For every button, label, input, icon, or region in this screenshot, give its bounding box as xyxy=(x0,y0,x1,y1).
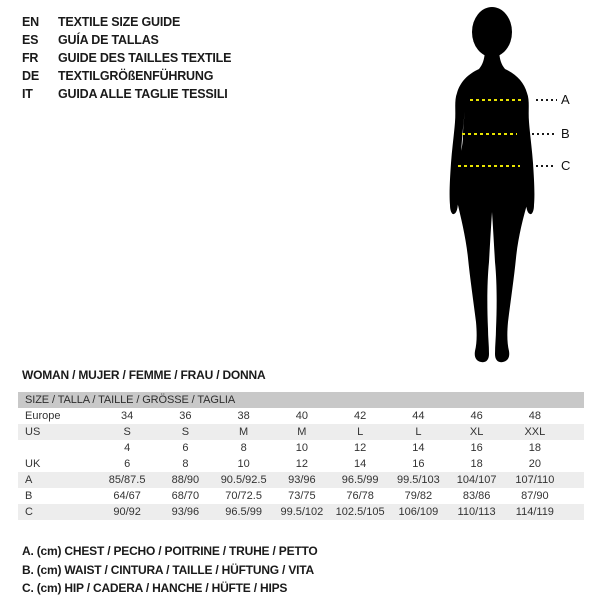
legend-line: A. (cm) CHEST / PECHO / POITRINE / TRUHE / PETTO xyxy=(22,544,318,558)
table-cell: 4 xyxy=(124,442,131,454)
table-cell: 14 xyxy=(354,458,367,470)
table-cell: 46 xyxy=(470,410,483,422)
language-row xyxy=(22,49,231,67)
table-cell: 44 xyxy=(412,410,425,422)
chest-measure-dash-line xyxy=(470,99,523,101)
table-cell: 85/87.5 xyxy=(108,474,146,486)
table-row-label: US xyxy=(25,426,41,438)
table-cell: 88/90 xyxy=(171,474,200,486)
table-cell: 90.5/92.5 xyxy=(220,474,267,486)
table-row xyxy=(18,456,584,472)
language-title: GUÍA DE TALLAS xyxy=(58,33,159,47)
table-cell: 87/90 xyxy=(521,490,549,502)
table-row xyxy=(18,440,584,456)
language-code: IT xyxy=(22,87,33,101)
language-row xyxy=(22,31,231,49)
table-cell: 83/86 xyxy=(462,490,491,502)
table-cell: S xyxy=(181,426,190,438)
table-cell: M xyxy=(239,426,249,438)
table-cell: M xyxy=(297,426,307,438)
table-cell: L xyxy=(357,426,364,438)
hip-connector-dots xyxy=(536,165,554,167)
table-cell: 12 xyxy=(354,442,367,454)
waist-connector-dots xyxy=(532,133,554,135)
language-title: TEXTILGRÖßENFÜHRUNG xyxy=(58,69,214,83)
table-cell: 90/92 xyxy=(113,506,141,518)
table-row-label: Europe xyxy=(25,410,61,422)
table-cell: S xyxy=(123,426,131,438)
table-cell: 114/119 xyxy=(515,506,554,518)
table-cell: 64/67 xyxy=(113,490,141,502)
table-cell: 99.5/102 xyxy=(280,506,324,518)
table-row-label: A xyxy=(25,474,33,486)
table-cell: 40 xyxy=(295,410,308,422)
table-cell: 10 xyxy=(295,442,308,454)
size-table-body xyxy=(18,408,584,520)
hip-measure-dash-line xyxy=(458,165,520,167)
marker-label-a: A xyxy=(561,92,570,107)
table-row xyxy=(18,408,584,424)
table-cell: 96.5/99 xyxy=(341,474,379,486)
table-cell: 42 xyxy=(354,410,367,422)
table-cell: 14 xyxy=(412,442,425,454)
table-cell: 36 xyxy=(179,410,192,422)
table-row-label: B xyxy=(25,490,33,502)
table-cell: 48 xyxy=(528,410,541,422)
table-cell: 102.5/105 xyxy=(335,506,385,518)
table-row xyxy=(18,472,584,488)
table-cell: 96.5/99 xyxy=(225,506,262,518)
table-cell: 93/96 xyxy=(171,506,200,518)
table-row-values xyxy=(98,408,564,424)
table-cell: 8 xyxy=(182,458,189,470)
table-cell: 73/75 xyxy=(288,490,316,502)
table-row-values xyxy=(98,456,564,472)
table-cell: 6 xyxy=(182,442,189,454)
table-cell: 12 xyxy=(295,458,308,470)
waist-measure-dash-line xyxy=(462,133,517,135)
size-table xyxy=(18,392,584,520)
table-cell: XXL xyxy=(524,426,546,438)
table-row xyxy=(18,488,584,504)
table-cell: 38 xyxy=(237,410,250,422)
table-row xyxy=(18,504,584,520)
table-row xyxy=(18,424,584,440)
language-title-list xyxy=(22,13,231,103)
table-cell: 6 xyxy=(124,458,131,470)
language-code: DE xyxy=(22,69,39,83)
section-title-woman: WOMAN / MUJER / FEMME / FRAU / DONNA xyxy=(22,368,266,382)
table-row-values xyxy=(98,472,564,488)
table-cell: 34 xyxy=(121,410,134,422)
table-row-values xyxy=(98,440,564,456)
table-cell: 104/107 xyxy=(456,474,497,486)
marker-label-b: B xyxy=(561,126,570,141)
table-cell: L xyxy=(415,426,422,438)
language-row xyxy=(22,67,231,85)
table-row-label: UK xyxy=(25,458,41,470)
table-cell: 16 xyxy=(470,442,483,454)
table-cell: 20 xyxy=(528,458,541,470)
table-row-values xyxy=(98,424,564,440)
table-cell: 93/96 xyxy=(288,474,316,486)
table-cell: 107/110 xyxy=(515,474,555,486)
table-row-values xyxy=(98,504,564,520)
table-cell: 18 xyxy=(528,442,541,454)
table-cell: 110/113 xyxy=(457,506,496,518)
language-row xyxy=(22,85,231,103)
table-row-values xyxy=(98,488,564,504)
table-cell: 70/72.5 xyxy=(225,490,262,502)
table-cell: 79/82 xyxy=(404,490,433,502)
marker-label-c: C xyxy=(561,158,571,173)
table-cell: 68/70 xyxy=(171,490,200,502)
table-row-label: C xyxy=(25,506,33,518)
chest-connector-dots xyxy=(536,99,557,101)
legend-line: B. (cm) WAIST / CINTURA / TAILLE / HÜFTUNG / VITA xyxy=(22,562,314,577)
table-cell: 106/109 xyxy=(398,506,439,518)
table-cell: 10 xyxy=(237,458,250,470)
language-row xyxy=(22,13,231,31)
language-code: FR xyxy=(22,51,39,65)
woman-silhouette-image xyxy=(445,6,545,368)
size-table-header: SIZE / TALLA / TAILLE / GRÖSSE / TAGLIA xyxy=(18,392,584,408)
table-cell: 18 xyxy=(470,458,483,470)
language-title: GUIDE DES TAILLES TEXTILE xyxy=(58,51,232,65)
legend-line: C. (cm) HIP / CADERA / HANCHE / HÜFTE / HIPS xyxy=(22,581,288,595)
language-title: GUIDA ALLE TAGLIE TESSILI xyxy=(58,87,228,101)
table-cell: 16 xyxy=(412,458,425,470)
language-code: EN xyxy=(22,15,39,29)
table-cell: 76/78 xyxy=(346,490,374,502)
measurement-legend xyxy=(22,544,318,600)
language-title: TEXTILE SIZE GUIDE xyxy=(58,15,181,29)
table-cell: XL xyxy=(469,426,484,438)
language-code: ES xyxy=(22,33,39,47)
table-cell: 99.5/103 xyxy=(396,474,440,486)
table-cell: 8 xyxy=(240,442,247,454)
